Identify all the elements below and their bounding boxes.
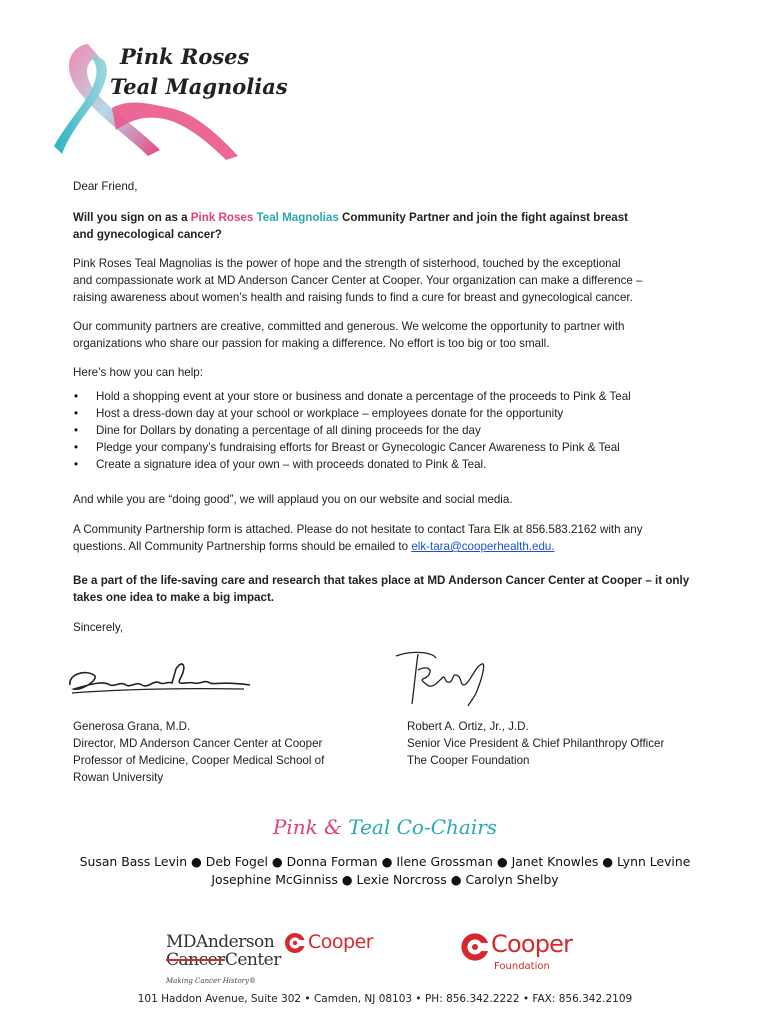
cochairs-heading-teal: Teal (348, 815, 391, 839)
sign-off: Sincerely, (73, 621, 124, 634)
mdanderson-tagline: Making Cancer History® (166, 977, 256, 985)
foundation-label: Foundation (494, 961, 550, 972)
closing-statement: Be a part of the life-saving care and research that takes place at MD Anderson Cancer Center at Cooper – it only takes one idea to make a big impact. (73, 574, 690, 604)
signatory-grana (73, 718, 363, 786)
signatory-name: Robert A. Ortiz, Jr., J.D. (407, 720, 529, 733)
question-teal: Teal Magnolias (256, 211, 339, 224)
logo-title-line2: Teal Magnolias (110, 74, 288, 99)
cooper-foundation-logo (460, 931, 580, 975)
list-item: • Pledge your company’s fundraising efforts for Breast or Gynecologic Cancer Awareness to Pink & Teal (74, 439, 694, 456)
list-item: • Create a signature idea of your own – with proceeds donated to Pink & Teal. (74, 456, 694, 473)
signature-icon (64, 655, 254, 700)
cochairs-line-2: Josephine McGinniss ● Lexie Norcross ● Carolyn Shelby (211, 872, 559, 887)
mdanderson-name: MDAnderson (166, 932, 275, 952)
question-pink: Pink Roses (190, 211, 254, 224)
signatory-title: Rowan University (73, 771, 164, 784)
signature-ortiz (392, 648, 492, 710)
list-item: • Hold a shopping event at your store or business and donate a percentage of the proceeds to Pink & Teal (74, 388, 694, 405)
cochairs-heading-rest: Co-Chairs (390, 815, 498, 839)
cooper-foundation-wordmark: Cooper (491, 930, 573, 958)
paragraph-4 (73, 521, 693, 555)
paragraph-1: Pink Roses Teal Magnolias is the power of hope and the strength of sisterhood, touched by the exceptional and compassionate work at MD Anderson Cancer Center at Cooper. Your organization can make a difference – raising awareness about women’s health and raising funds to find a cure for breast and gynecological cancer. (73, 257, 643, 304)
cochairs-line-1: Susan Bass Levin ● Deb Fogel ● Donna Forman ● Ilene Grossman ● Janet Knowles ● Lynn Levine (79, 854, 691, 869)
signatory-title: Director, MD Anderson Cancer Center at Cooper (73, 737, 323, 750)
cooper-mark-icon (284, 932, 306, 954)
question-post: Community Partner and join the fight against breast and gynecological cancer? (73, 211, 629, 241)
mdanderson-logo (166, 933, 286, 993)
logo-title-line1: Pink Roses (120, 44, 250, 69)
paragraph-4-text: A Community Partnership form is attached. Please do not hesitate to contact Tara Elk at 856.583.2162 with any questions. All Community Partnership forms should be emailed to (73, 523, 643, 553)
signatory-title: Professor of Medicine, Cooper Medical School of (73, 754, 325, 767)
mdanderson-line2 (166, 951, 286, 969)
signature-grana (64, 655, 254, 700)
cooper-wordmark: Cooper (308, 931, 374, 953)
paragraph-2: Our community partners are creative, committed and generous. We welcome the opportunity to partner with organizations who share our passion for making a difference. No effort is too big or too small. (73, 320, 625, 350)
list-item: • Dine for Dollars by donating a percentage of all dining proceeds for the day (74, 422, 694, 439)
signature-icon (392, 648, 492, 710)
mdanderson-cancer-strike: Cancer (166, 950, 225, 970)
paragraph-3: And while you are “doing good”, we will applaud you on our website and social media. (73, 493, 513, 506)
help-list (74, 388, 694, 473)
help-intro: Here’s how you can help: (73, 366, 203, 379)
list-item: • Host a dress-down day at your school or workplace – employees donate for the opportunity (74, 405, 694, 422)
signatory-name: Generosa Grana, M.D. (73, 720, 191, 733)
cochairs-heading-pink: Pink (272, 815, 318, 839)
signatory-title: The Cooper Foundation (407, 754, 530, 767)
signatory-ortiz (407, 718, 707, 769)
cochairs-heading (0, 815, 770, 839)
greeting: Dear Friend, (73, 180, 138, 193)
cochairs-heading-amp: & (317, 815, 349, 839)
cooper-mark-icon (460, 932, 490, 962)
signatory-title: Senior Vice President & Chief Philanthropy Officer (407, 737, 665, 750)
footer-address: 101 Haddon Avenue, Suite 302 • Camden, NJ 08103 • PH: 856.342.2222 • FAX: 856.342.2109 (137, 993, 633, 1005)
question-paragraph (73, 209, 633, 243)
cooper-logo-left (284, 931, 384, 957)
mdanderson-center: Center (224, 950, 281, 970)
question-pre: Will you sign on as a (73, 211, 191, 224)
email-link[interactable]: elk-tara@cooperhealth.edu. (411, 540, 555, 553)
